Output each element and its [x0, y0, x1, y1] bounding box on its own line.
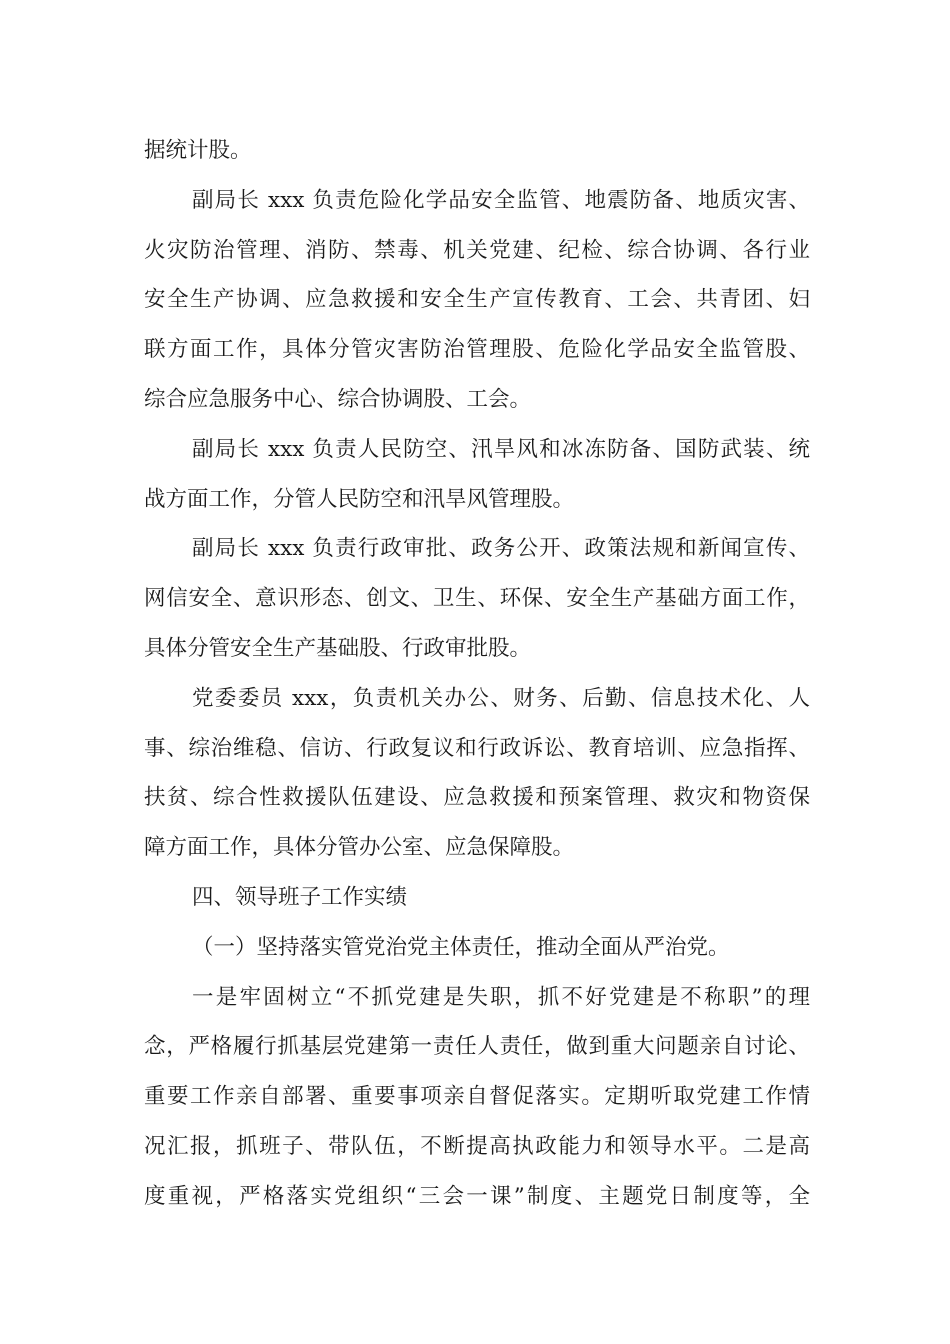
text-line: 具体分管安全生产基础股、行政审批股。 [144, 635, 532, 661]
paragraph-line: 副局长 xxx 负责危险化学品安全监管、地震防备、地质灾害、 [192, 187, 810, 213]
text-line: 障方面工作，具体分管办公室、应急保障股。 [144, 835, 575, 861]
text-line: 度重视，严格落实党组织“三会一课”制度、主题党日制度等，全 [144, 1183, 810, 1209]
text-line: 况汇报，抓班子、带队伍，不断提高执政能力和领导水平。二是高 [144, 1133, 810, 1159]
text-line: 扶贫、综合性救援队伍建设、应急救援和预案管理、救灾和物资保 [144, 785, 810, 811]
paragraph-line: 党委委员 xxx，负责机关办公、财务、后勤、信息技术化、人 [192, 685, 810, 711]
text-line: 安全生产协调、应急救援和安全生产宣传教育、工会、共青团、妇 [144, 287, 810, 313]
paragraph-line: 副局长 xxx 负责行政审批、政务公开、政策法规和新闻宣传、 [192, 536, 810, 562]
section-heading: 四、领导班子工作实绩 [192, 884, 408, 910]
text-line: 网信安全、意识形态、创文、卫生、环保、安全生产基础方面工作， [144, 586, 810, 612]
subsection-heading: （一）坚持落实管党治党主体责任，推动全面从严治党。 [192, 934, 730, 960]
paragraph-line: 一是牢固树立“不抓党建是失职，抓不好党建是不称职”的理 [192, 984, 810, 1010]
text-line: 战方面工作，分管人民防空和汛旱风管理股。 [144, 486, 575, 512]
paragraph-line: 副局长 xxx 负责人民防空、汛旱风和冰冻防备、国防武装、统 [192, 436, 810, 462]
text-line: 联方面工作，具体分管灾害防治管理股、危险化学品安全监管股、 [144, 337, 810, 363]
text-line: 综合应急服务中心、综合协调股、工会。 [144, 386, 532, 412]
text-line: 火灾防治管理、消防、禁毒、机关党建、纪检、综合协调、各行业 [144, 237, 810, 263]
text-line: 据统计股。 [144, 138, 252, 163]
text-line: 重要工作亲自部署、重要事项亲自督促落实。定期听取党建工作情 [144, 1084, 810, 1110]
text-line: 念，严格履行抓基层党建第一责任人责任，做到重大问题亲自讨论、 [144, 1034, 810, 1060]
document-body [144, 126, 810, 1222]
text-line: 事、综治维稳、信访、行政复议和行政诉讼、教育培训、应急指挥、 [144, 735, 810, 761]
